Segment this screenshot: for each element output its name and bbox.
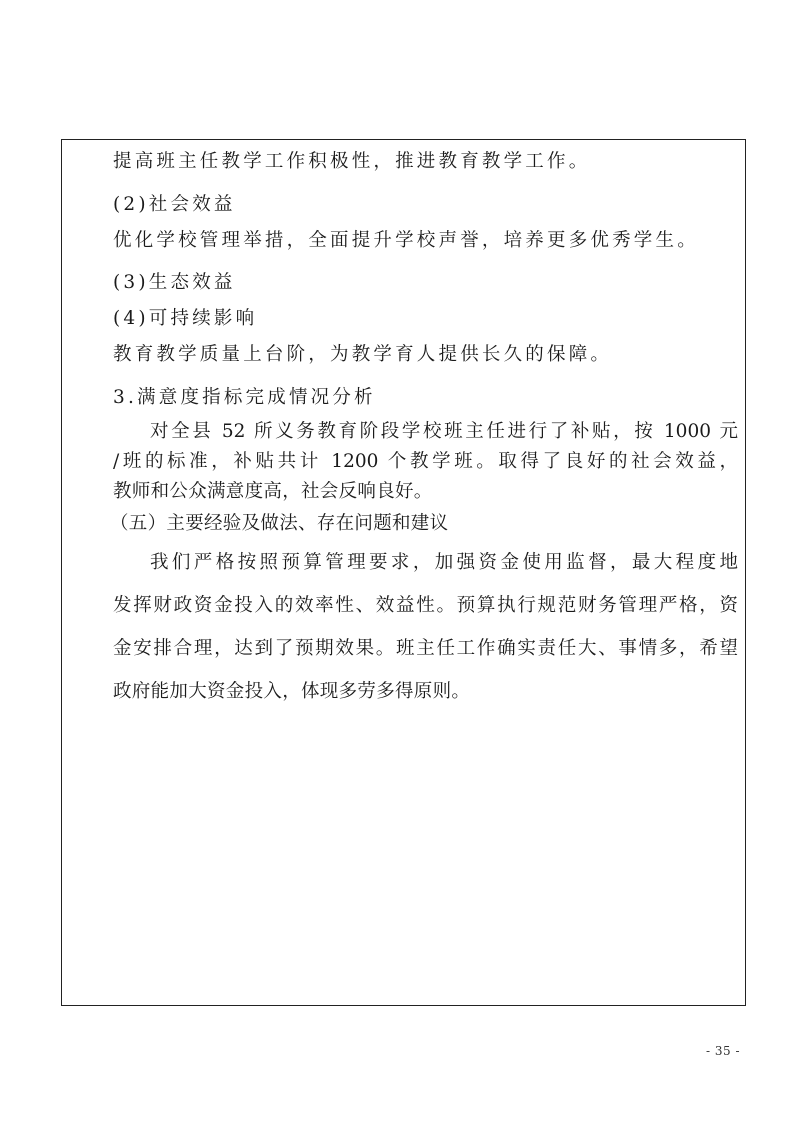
paragraph-line: 教师和公众满意度高，社会反响良好。 (113, 481, 433, 502)
paragraph-line: 我们严格按照预算管理要求，加强资金使用监督，最大程度地 (150, 552, 738, 573)
paragraph-line: 金安排合理，达到了预期效果。班主任工作确实责任大、事情多，希望 (113, 638, 738, 659)
paragraph-line: 发挥财政资金投入的效率性、效益性。预算执行规范财务管理严格，资 (113, 595, 738, 616)
page-number: - 35 - (706, 1044, 741, 1058)
section-heading: (3)生态效益 (113, 272, 236, 293)
paragraph-line: 教育教学质量上台阶，为教学育人提供长久的保障。 (113, 344, 613, 365)
paragraph-line: 优化学校管理举措，全面提升学校声誉，培养更多优秀学生。 (113, 230, 699, 251)
paragraph-line: /班的标准，补贴共计 1200 个教学班。取得了良好的社会效益， (113, 451, 738, 472)
section-heading: (4)可持续影响 (113, 308, 258, 329)
section-heading: （五）主要经验及做法、存在问题和建议 (110, 513, 449, 534)
section-heading: 3.满意度指标完成情况分析 (113, 387, 376, 408)
paragraph-line: 政府能加大资金投入，体现多劳多得原则。 (113, 681, 471, 702)
section-heading: (2)社会效益 (113, 194, 236, 215)
paragraph-line: 提高班主任教学工作积极性，推进教育教学工作。 (113, 151, 591, 172)
paragraph-line: 对全县 52 所义务教育阶段学校班主任进行了补贴，按 1000 元 (150, 421, 738, 442)
